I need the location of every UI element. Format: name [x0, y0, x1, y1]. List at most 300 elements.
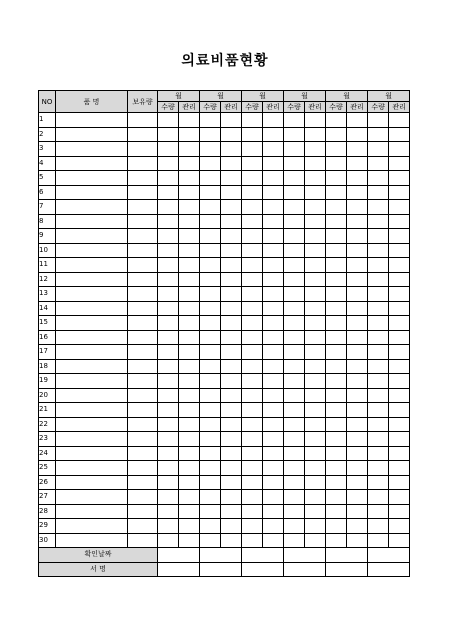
cell-value [158, 243, 179, 258]
cell-value [158, 272, 179, 287]
cell-value [242, 200, 263, 215]
cell-value [389, 475, 410, 490]
cell-item-name [56, 388, 128, 403]
table-row [39, 142, 410, 157]
cell-value [305, 243, 326, 258]
cell-value [305, 330, 326, 345]
cell-value [242, 156, 263, 171]
cell-value [284, 200, 305, 215]
row-number: 13 [39, 287, 56, 302]
cell-value [200, 403, 221, 418]
cell-value [326, 504, 347, 519]
cell-value [389, 185, 410, 200]
cell-value [284, 214, 305, 229]
cell-value [263, 156, 284, 171]
cell-value [158, 171, 179, 186]
cell-item-name [56, 446, 128, 461]
cell-value [242, 171, 263, 186]
cell-value [179, 171, 200, 186]
cell-value [221, 504, 242, 519]
cell-value [305, 272, 326, 287]
signature-label: 서 명 [39, 562, 158, 577]
table-row [39, 345, 410, 360]
header-qty: 수량 [242, 102, 263, 113]
cell-item-name [56, 519, 128, 534]
cell-holding [128, 142, 158, 157]
cell-value [368, 127, 389, 142]
cell-value [305, 229, 326, 244]
cell-value [284, 171, 305, 186]
document-title: 의료비품현황 [181, 53, 269, 69]
cell-value [284, 142, 305, 157]
cell-value [347, 185, 368, 200]
cell-holding [128, 388, 158, 403]
row-number: 7 [39, 200, 56, 215]
footer-cell [284, 562, 326, 577]
cell-value [242, 490, 263, 505]
cell-item-name [56, 432, 128, 447]
cell-value [284, 316, 305, 331]
cell-value [158, 142, 179, 157]
cell-value [347, 403, 368, 418]
cell-item-name [56, 142, 128, 157]
cell-value [305, 403, 326, 418]
cell-item-name [56, 272, 128, 287]
cell-holding [128, 243, 158, 258]
cell-value [242, 475, 263, 490]
cell-value [389, 229, 410, 244]
row-number: 3 [39, 142, 56, 157]
cell-value [158, 504, 179, 519]
cell-value [305, 374, 326, 389]
row-number: 10 [39, 243, 56, 258]
cell-value [284, 229, 305, 244]
table-row [39, 229, 410, 244]
cell-value [389, 359, 410, 374]
table-row [39, 185, 410, 200]
cell-holding [128, 519, 158, 534]
cell-value [242, 330, 263, 345]
cell-value [221, 214, 242, 229]
cell-value [305, 214, 326, 229]
cell-value [179, 388, 200, 403]
cell-value [368, 519, 389, 534]
table-row [39, 432, 410, 447]
row-number: 11 [39, 258, 56, 273]
cell-value [263, 200, 284, 215]
row-number: 24 [39, 446, 56, 461]
cell-value [242, 113, 263, 128]
table-row [39, 127, 410, 142]
cell-value [305, 388, 326, 403]
cell-value [347, 316, 368, 331]
row-number: 26 [39, 475, 56, 490]
cell-value [179, 446, 200, 461]
cell-value [179, 374, 200, 389]
cell-value [368, 446, 389, 461]
cell-holding [128, 127, 158, 142]
table-row [39, 113, 410, 128]
cell-value [389, 388, 410, 403]
cell-value [242, 214, 263, 229]
cell-value [200, 475, 221, 490]
header-manage: 관리 [389, 102, 410, 113]
row-number: 22 [39, 417, 56, 432]
cell-holding [128, 258, 158, 273]
cell-holding [128, 330, 158, 345]
cell-value [263, 171, 284, 186]
cell-value [221, 359, 242, 374]
cell-value [242, 519, 263, 534]
cell-value [200, 490, 221, 505]
cell-value [368, 214, 389, 229]
cell-value [389, 214, 410, 229]
cell-value [347, 127, 368, 142]
cell-value [179, 403, 200, 418]
cell-value [263, 113, 284, 128]
row-number: 5 [39, 171, 56, 186]
cell-value [305, 345, 326, 360]
cell-value [389, 374, 410, 389]
table-row [39, 490, 410, 505]
row-number: 8 [39, 214, 56, 229]
table-row [39, 359, 410, 374]
cell-value [284, 461, 305, 476]
footer-cell [242, 548, 284, 563]
cell-holding [128, 504, 158, 519]
row-number: 25 [39, 461, 56, 476]
cell-item-name [56, 301, 128, 316]
cell-value [158, 156, 179, 171]
table-row [39, 417, 410, 432]
table-row [39, 533, 410, 548]
cell-value [389, 156, 410, 171]
cell-value [263, 272, 284, 287]
cell-holding [128, 272, 158, 287]
cell-value [347, 519, 368, 534]
cell-value [179, 156, 200, 171]
cell-value [200, 243, 221, 258]
cell-value [263, 287, 284, 302]
cell-value [179, 214, 200, 229]
cell-value [305, 461, 326, 476]
row-number: 17 [39, 345, 56, 360]
cell-value [263, 519, 284, 534]
cell-value [389, 461, 410, 476]
cell-value [284, 345, 305, 360]
cell-holding [128, 345, 158, 360]
cell-value [200, 200, 221, 215]
cell-item-name [56, 359, 128, 374]
cell-value [389, 316, 410, 331]
cell-value [347, 243, 368, 258]
cell-value [263, 446, 284, 461]
cell-value [368, 301, 389, 316]
cell-value [368, 330, 389, 345]
table-row [39, 243, 410, 258]
cell-value [158, 287, 179, 302]
row-number: 14 [39, 301, 56, 316]
cell-value [389, 301, 410, 316]
table-row [39, 301, 410, 316]
cell-holding [128, 359, 158, 374]
cell-value [200, 272, 221, 287]
cell-value [200, 388, 221, 403]
cell-value [347, 533, 368, 548]
cell-value [221, 229, 242, 244]
table-row [39, 403, 410, 418]
cell-value [326, 345, 347, 360]
cell-value [221, 403, 242, 418]
cell-value [284, 185, 305, 200]
cell-value [200, 171, 221, 186]
cell-value [326, 287, 347, 302]
cell-holding [128, 113, 158, 128]
row-number: 30 [39, 533, 56, 548]
cell-value [389, 403, 410, 418]
cell-value [347, 504, 368, 519]
header-month: 월 [326, 91, 368, 102]
cell-value [242, 258, 263, 273]
cell-value [263, 301, 284, 316]
cell-value [326, 214, 347, 229]
cell-holding [128, 316, 158, 331]
cell-holding [128, 229, 158, 244]
row-number: 21 [39, 403, 56, 418]
cell-value [179, 287, 200, 302]
cell-value [242, 287, 263, 302]
cell-value [326, 156, 347, 171]
cell-value [263, 330, 284, 345]
cell-value [158, 417, 179, 432]
cell-holding [128, 200, 158, 215]
cell-value [347, 461, 368, 476]
cell-item-name [56, 127, 128, 142]
cell-value [368, 374, 389, 389]
cell-value [179, 330, 200, 345]
cell-value [305, 185, 326, 200]
row-number: 28 [39, 504, 56, 519]
cell-value [179, 258, 200, 273]
cell-item-name [56, 156, 128, 171]
cell-value [284, 446, 305, 461]
cell-item-name [56, 374, 128, 389]
cell-value [389, 171, 410, 186]
confirm-date-label: 확인날짜 [39, 548, 158, 563]
cell-holding [128, 214, 158, 229]
cell-value [326, 446, 347, 461]
cell-item-name [56, 330, 128, 345]
cell-value [263, 475, 284, 490]
cell-value [242, 127, 263, 142]
cell-value [200, 359, 221, 374]
cell-value [263, 316, 284, 331]
cell-value [284, 301, 305, 316]
cell-value [158, 127, 179, 142]
cell-value [200, 185, 221, 200]
cell-value [263, 374, 284, 389]
cell-value [368, 200, 389, 215]
cell-value [263, 229, 284, 244]
header-no: NO [39, 91, 56, 113]
cell-value [347, 388, 368, 403]
cell-value [326, 127, 347, 142]
cell-value [263, 345, 284, 360]
cell-value [326, 185, 347, 200]
table-row [39, 287, 410, 302]
footer-cell [242, 562, 284, 577]
cell-value [347, 330, 368, 345]
row-number: 19 [39, 374, 56, 389]
cell-value [284, 374, 305, 389]
cell-value [368, 316, 389, 331]
cell-value [389, 446, 410, 461]
cell-value [305, 417, 326, 432]
header-qty: 수량 [158, 102, 179, 113]
header-manage: 관리 [305, 102, 326, 113]
cell-value [242, 417, 263, 432]
header-manage: 관리 [347, 102, 368, 113]
cell-value [158, 461, 179, 476]
cell-value [200, 461, 221, 476]
footer-cell [326, 548, 368, 563]
cell-value [242, 374, 263, 389]
cell-value [368, 504, 389, 519]
header-holding: 보유량 [128, 91, 158, 113]
cell-value [221, 272, 242, 287]
row-number: 6 [39, 185, 56, 200]
cell-value [305, 490, 326, 505]
table-row [39, 171, 410, 186]
cell-item-name [56, 345, 128, 360]
cell-item-name [56, 475, 128, 490]
cell-value [242, 432, 263, 447]
cell-value [179, 127, 200, 142]
cell-value [221, 345, 242, 360]
cell-value [179, 475, 200, 490]
cell-value [158, 446, 179, 461]
cell-value [179, 345, 200, 360]
cell-holding [128, 156, 158, 171]
table-row [39, 504, 410, 519]
header-manage: 관리 [179, 102, 200, 113]
cell-item-name [56, 287, 128, 302]
cell-value [389, 519, 410, 534]
cell-value [158, 359, 179, 374]
cell-value [158, 475, 179, 490]
cell-value [221, 388, 242, 403]
cell-value [326, 432, 347, 447]
cell-item-name [56, 533, 128, 548]
cell-value [305, 301, 326, 316]
cell-value [284, 388, 305, 403]
cell-value [200, 533, 221, 548]
cell-value [158, 403, 179, 418]
cell-value [305, 142, 326, 157]
cell-value [368, 171, 389, 186]
cell-value [305, 475, 326, 490]
cell-item-name [56, 504, 128, 519]
cell-value [158, 374, 179, 389]
table-row [39, 272, 410, 287]
table-row [39, 461, 410, 476]
cell-value [347, 287, 368, 302]
header-month: 월 [242, 91, 284, 102]
cell-value [221, 533, 242, 548]
cell-item-name [56, 214, 128, 229]
cell-value [221, 156, 242, 171]
cell-value [200, 214, 221, 229]
cell-value [326, 229, 347, 244]
footer-cell [200, 548, 242, 563]
cell-value [200, 504, 221, 519]
cell-value [305, 519, 326, 534]
cell-value [368, 417, 389, 432]
cell-item-name [56, 113, 128, 128]
cell-holding [128, 490, 158, 505]
cell-item-name [56, 316, 128, 331]
cell-item-name [56, 171, 128, 186]
cell-value [179, 533, 200, 548]
cell-item-name [56, 185, 128, 200]
cell-value [221, 490, 242, 505]
cell-value [179, 417, 200, 432]
cell-value [305, 127, 326, 142]
cell-value [242, 243, 263, 258]
cell-value [179, 229, 200, 244]
cell-holding [128, 171, 158, 186]
cell-holding [128, 374, 158, 389]
cell-value [221, 316, 242, 331]
header-qty: 수량 [200, 102, 221, 113]
cell-value [158, 214, 179, 229]
cell-value [389, 272, 410, 287]
cell-value [158, 185, 179, 200]
cell-value [221, 142, 242, 157]
table-row [39, 156, 410, 171]
cell-value [389, 432, 410, 447]
cell-value [389, 533, 410, 548]
cell-value [326, 330, 347, 345]
cell-value [221, 374, 242, 389]
cell-value [242, 272, 263, 287]
cell-holding [128, 185, 158, 200]
cell-value [284, 504, 305, 519]
cell-item-name [56, 243, 128, 258]
cell-value [368, 461, 389, 476]
table-row [39, 330, 410, 345]
cell-value [263, 214, 284, 229]
cell-value [326, 316, 347, 331]
cell-value [263, 185, 284, 200]
cell-value [221, 287, 242, 302]
footer-cell [326, 562, 368, 577]
cell-value [158, 490, 179, 505]
cell-value [347, 446, 368, 461]
cell-value [200, 345, 221, 360]
row-number: 9 [39, 229, 56, 244]
cell-value [347, 432, 368, 447]
cell-value [389, 287, 410, 302]
cell-value [221, 185, 242, 200]
cell-value [368, 490, 389, 505]
cell-value [326, 200, 347, 215]
cell-value [347, 345, 368, 360]
cell-value [158, 229, 179, 244]
cell-value [242, 301, 263, 316]
cell-value [221, 446, 242, 461]
cell-value [242, 316, 263, 331]
